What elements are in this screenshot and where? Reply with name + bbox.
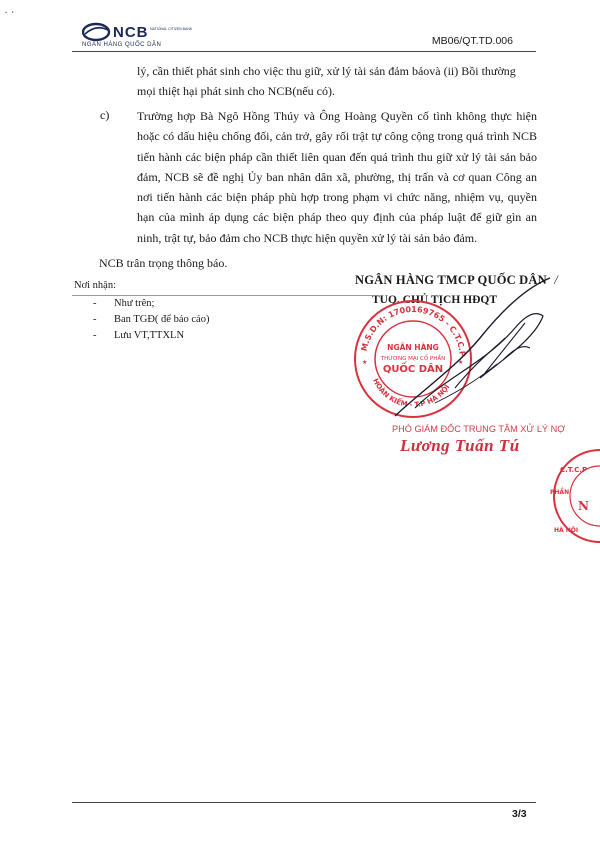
logo-vietnamese-name: NGÂN HÀNG QUỐC DÂN xyxy=(82,42,162,48)
recipients-divider xyxy=(72,295,372,296)
intro-paragraph xyxy=(137,61,537,101)
handwritten-signature-icon xyxy=(382,268,560,428)
header-divider xyxy=(72,51,536,52)
list-dash: - xyxy=(93,298,97,309)
intro-line-2: mọi thiệt hại phát sinh cho NCB(nếu có). xyxy=(137,84,335,98)
svg-text:THƯƠNG MẠI CỔ PHẦN: THƯƠNG MẠI CỔ PHẦN xyxy=(380,356,446,362)
footer-divider xyxy=(72,802,536,803)
list-dash: - xyxy=(93,330,97,341)
intro-line-1: lý, cần thiết phát sinh cho việc thu giữ, xử lý tài sản đảm bảovà (ii) Bồi thường xyxy=(137,64,516,78)
svg-text:★: ★ xyxy=(458,360,464,366)
svg-text:PHẦN: PHẦN xyxy=(550,489,570,496)
recipients-label: Nơi nhận: xyxy=(74,280,117,291)
svg-text:N: N xyxy=(578,499,589,513)
svg-text:HÀ NỘI: HÀ NỘI xyxy=(554,527,579,534)
scan-mark: · ∙ xyxy=(4,5,14,19)
svg-text:NGÂN HÀNG: NGÂN HÀNG xyxy=(387,343,439,352)
signer-authority: TUQ. CHỦ TỊCH HĐQT xyxy=(372,294,498,306)
item-c-paragraph: Trường hợp Bà Ngô Hồng Thúy và Ông Hoàng Quyền cố tình không thực hiện hoặc có dấu hiệu chống đối, cản trở, gây rối trật tự công cộng trong quá trình NCB tiến hành các biện pháp cần thiết liên quan đến quá trình thu giữ xử lý tài sản bảo đảm, NCB sẽ đề nghị Ủy ban nhân dân xã, phường, thị trấn và cơ quan Công an nơi tiến hành các biện pháp phù hợp trong phạm vi chức năng, nhiệm vụ, quyền hạn của mình áp dụng các biện pháp theo quy định của pháp luật để giữ gìn an ninh, trật tự, bảo đảm cho NCB thực hiện quyền xử lý tài sản bảo đảm. xyxy=(137,109,537,245)
page-number: 3/3 xyxy=(512,808,527,820)
handwritten-mark: / xyxy=(554,273,558,287)
signer-name: Lương Tuấn Tú xyxy=(400,436,520,455)
logo-subtitle: NATIONAL CITIZEN BANK xyxy=(150,27,193,31)
svg-text:C.T.C.P: C.T.C.P xyxy=(560,466,588,474)
logo-wordmark: NCB xyxy=(113,24,149,41)
recipient-item: - Ban TGĐ( để báo cáo) xyxy=(93,314,210,325)
svg-text:M.S.D.N: 1700169765 - C.T.C.P: M.S.D.N: 1700169765 - C.T.C.P xyxy=(359,304,468,358)
bank-name-heading: NGÂN HÀNG TMCP QUỐC DÂN / xyxy=(355,273,558,287)
list-dash: - xyxy=(93,314,97,325)
recipient-item: - Như trên; xyxy=(93,298,155,309)
svg-text:★: ★ xyxy=(362,360,368,366)
recipient-item: - Lưu VT,TTXLN xyxy=(93,330,185,341)
svg-text:HOÀN KIẾM - T.P HÀ NỘI: HOÀN KIẾM - T.P HÀ NỘI xyxy=(371,377,452,410)
svg-text:QUỐC DÂN: QUỐC DÂN xyxy=(382,364,444,375)
document-code: MB06/QT.TD.006 xyxy=(431,35,513,47)
closing-statement: NCB trân trọng thông báo. xyxy=(99,256,228,270)
item-c-label: c) xyxy=(100,108,110,122)
partial-seal-icon xyxy=(538,446,600,546)
signer-role: PHÓ GIÁM ĐỐC TRUNG TÂM XỬ LÝ NỢ xyxy=(392,424,566,434)
